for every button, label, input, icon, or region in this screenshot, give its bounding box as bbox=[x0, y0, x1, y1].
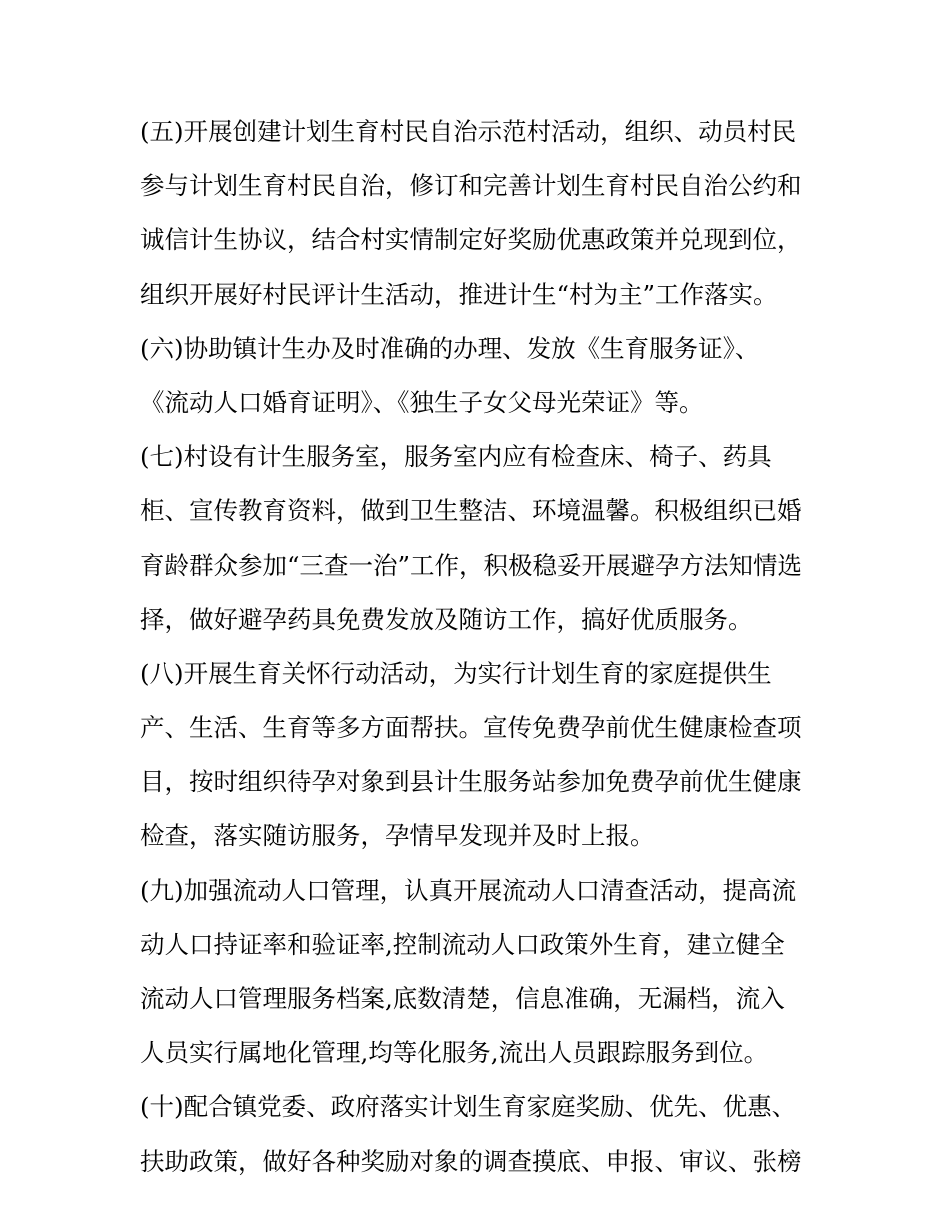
text-line: 柜、宣传教育资料，做到卫生整洁、环境温馨。积极组织已婚 bbox=[140, 496, 802, 526]
text-line: 动人口持证率和验证率,控制流动人口政策外生育，建立健全 bbox=[140, 929, 785, 959]
text-line: 扶助政策，做好各种奖励对象的调查摸底、申报、审议、张榜 bbox=[140, 1146, 802, 1176]
text-line: (八)开展生育关怀行动活动，为实行计划生育的家庭提供生 bbox=[140, 658, 772, 688]
text-line: 组织开展好村民评计生活动，推进计生“村为主”工作落实。 bbox=[140, 279, 778, 309]
text-line: 流动人口管理服务档案,底数清楚，信息准确，无漏档，流入 bbox=[140, 984, 785, 1013]
text-line: 目，按时组织待孕对象到县计生服务站参加免费孕前优生健康 bbox=[140, 767, 802, 797]
text-line: (六)协助镇计生办及时准确的办理、发放《生育服务证》、 bbox=[140, 333, 760, 363]
text-line: 检查，落实随访服务，孕情早发现并及时上报。 bbox=[140, 821, 655, 851]
text-line: 产、生活、生育等多方面帮扶。宣传免费孕前优生健康检查项 bbox=[140, 713, 802, 743]
text-line: (九)加强流动人口管理，认真开展流动人口清查活动，提高流 bbox=[140, 875, 797, 905]
text-line: 参与计划生育村民自治，修订和完善计划生育村民自治公约和 bbox=[140, 171, 802, 201]
text-line: 《流动人口婚育证明》、《独生子女父母光荣证》等。 bbox=[140, 387, 704, 417]
text-line: (十)配合镇党委、政府落实计划生育家庭奖励、优先、优惠、 bbox=[140, 1092, 797, 1122]
text-line: 择，做好避孕药具免费发放及随访工作，搞好优质服务。 bbox=[140, 604, 753, 634]
body-text bbox=[140, 112, 812, 1196]
text-line: 诚信计生协议，结合村实情制定好奖励优惠政策并兑现到位， bbox=[140, 225, 802, 255]
text-line: 人员实行属地化管理,均等化服务,流出人员跟踪服务到位。 bbox=[140, 1038, 769, 1068]
text-line: (五)开展创建计划生育村民自治示范村活动，组织、动员村民 bbox=[140, 117, 797, 146]
text-line: (七)村设有计生服务室，服务室内应有检查床、椅子、药具 bbox=[140, 442, 772, 472]
text-line: 育龄群众参加“三查一治”工作，积极稳妥开展避孕方法知情选 bbox=[140, 550, 803, 580]
